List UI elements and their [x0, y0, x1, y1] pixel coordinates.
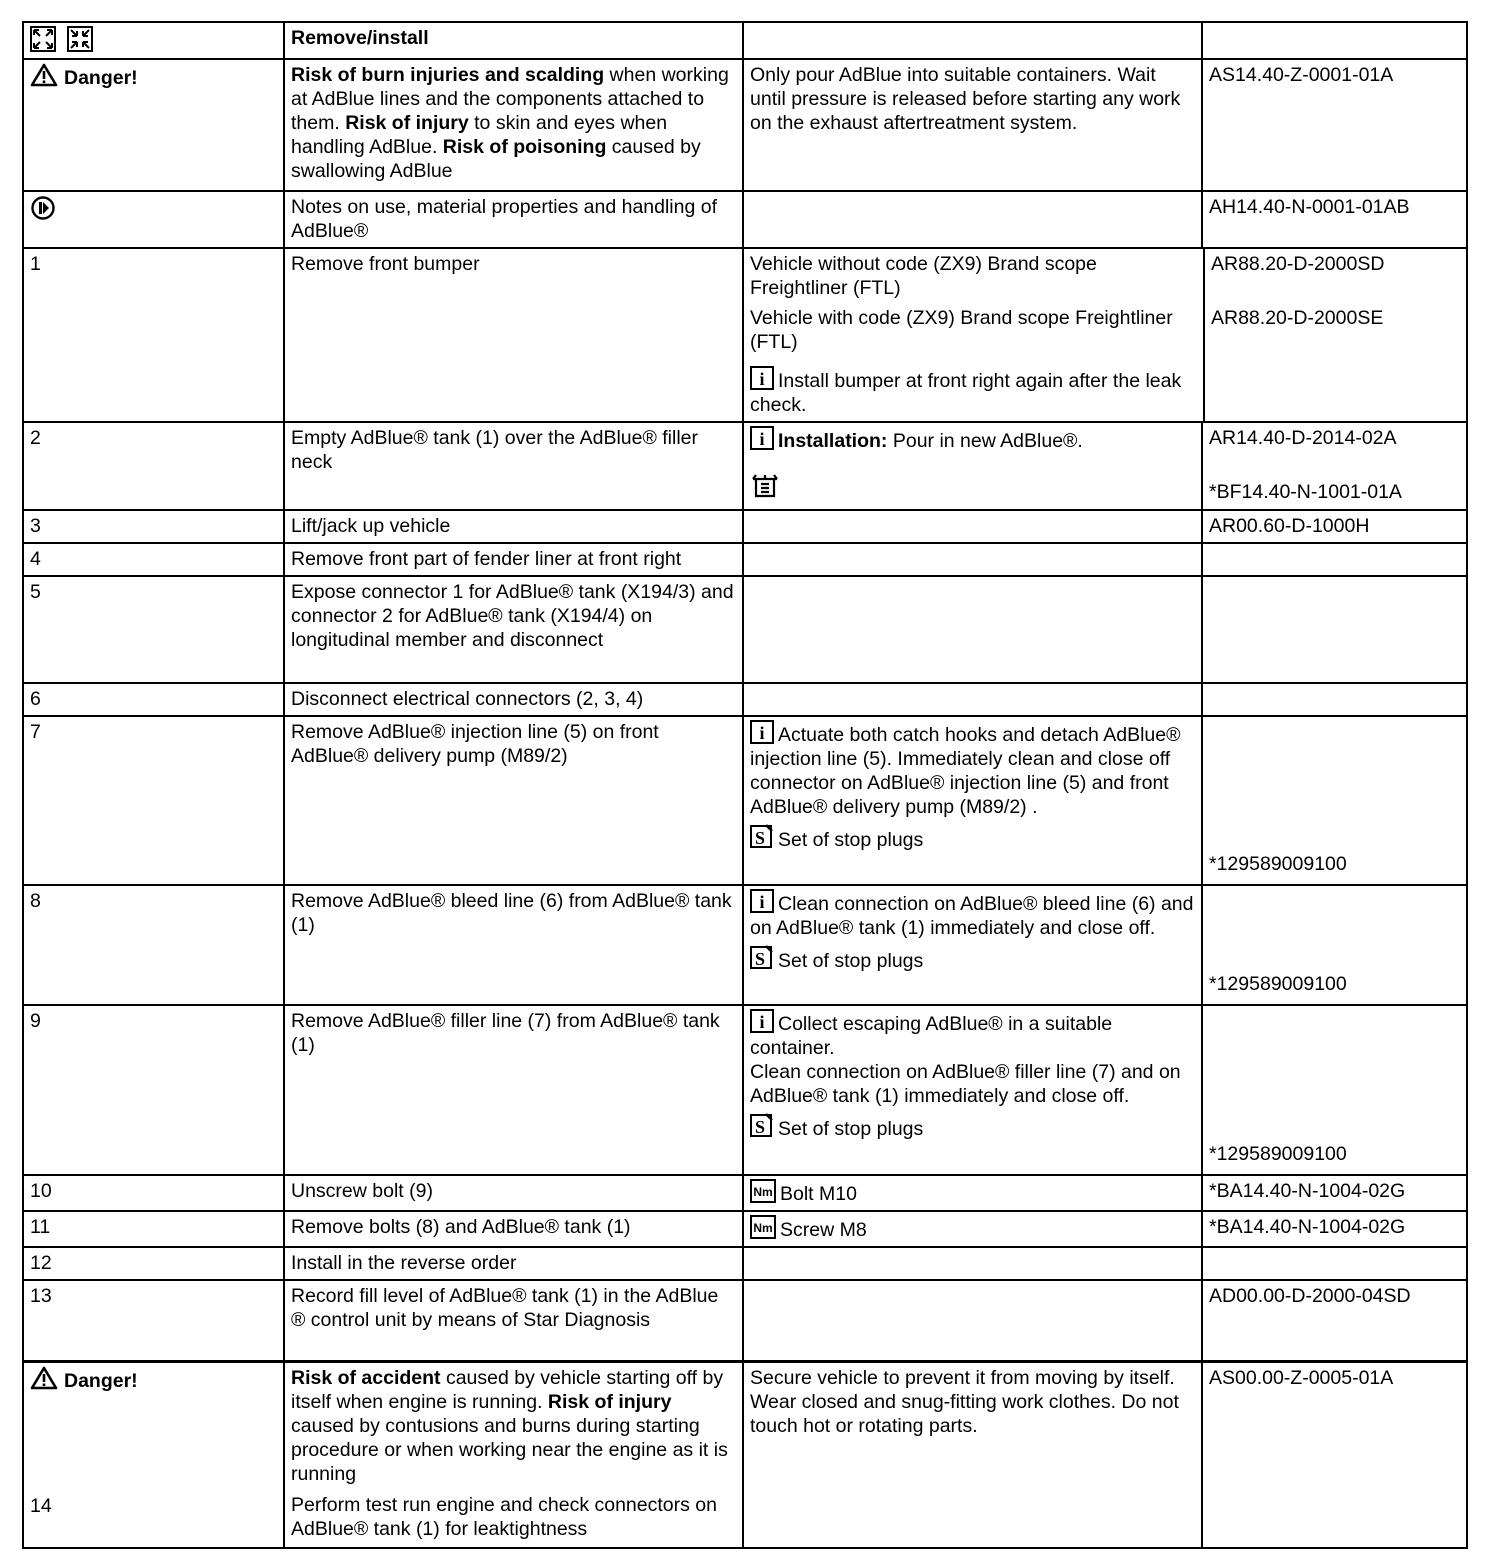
danger-row-2 [23, 1361, 1467, 1548]
step-number: 1 [23, 248, 284, 422]
info-icon [750, 889, 774, 913]
svg-text:S: S [754, 949, 766, 969]
step-number: 3 [23, 510, 284, 543]
danger-text: Risk of accident caused by vehicle starting off by itself when engine is running. Risk of injury caused by contusions and burns during starting procedure or when working near the engine as it is running [291, 1366, 728, 1485]
header-title: Remove/install [284, 22, 743, 59]
condition-text: Vehicle without code (ZX9) Brand scope Freightliner (FTL) [750, 253, 1097, 299]
special-tool: S Set of stop plugs [750, 944, 1196, 973]
doc-reference-link[interactable]: AR00.60-D-1000H [1202, 510, 1467, 543]
danger-instruction: Only pour AdBlue into suitable containers. Wait until pressure is released before starting any work on the exhaust aftertreatment system. [743, 59, 1202, 191]
doc-reference-link[interactable]: *BA14.40-N-1004-02G [1202, 1175, 1467, 1211]
svg-text:S: S [754, 1117, 766, 1137]
svg-text:i: i [759, 1012, 765, 1032]
step-text: Remove bolts (8) and AdBlue® tank (1) [284, 1211, 743, 1247]
info-icon [750, 1009, 774, 1033]
stop-plug-icon [750, 1112, 774, 1138]
svg-text:S: S [754, 828, 766, 848]
doc-reference-link[interactable]: AR88.20-D-2000SE [1211, 307, 1384, 329]
svg-text:Nm: Nm [753, 1221, 773, 1235]
doc-reference-link[interactable]: *BF14.40-N-1001-01A [1209, 481, 1402, 503]
collapse-icon[interactable] [67, 26, 93, 52]
procedure-table [22, 21, 1468, 1549]
special-tool: S Set of stop plugs [750, 1112, 1196, 1141]
info-note-continued: Clean connection on AdBlue® filler line (7) and on AdBlue® tank (1) immediately and close off. [750, 1061, 1181, 1107]
danger-instruction: Secure vehicle to prevent it from moving by itself. [750, 1366, 1175, 1389]
warning-triangle-icon [30, 63, 58, 87]
notes-text: Notes on use, material properties and handling of AdBlue® [284, 191, 743, 248]
step-text: Install in the reverse order [284, 1247, 743, 1280]
step-number: 6 [23, 683, 284, 716]
step-row-10: 10 Unscrew bolt (9) Nm Bolt M10 *BA14.40-N-1004-02G [23, 1175, 1467, 1211]
step-row-7 [23, 716, 1467, 885]
doc-reference-link[interactable]: AS00.00-Z-0005-01A [1202, 1361, 1467, 1548]
step-text: Remove AdBlue® bleed line (6) from AdBlue® tank (1) [284, 885, 743, 1005]
step-row-6 [23, 683, 1467, 716]
part-number-link[interactable]: *129589009100 [1202, 885, 1467, 1005]
doc-reference-link[interactable]: AS14.40-Z-0001-01A [1202, 59, 1467, 191]
condition-text: Vehicle with code (ZX9) Brand scope Freightliner (FTL) [750, 307, 1173, 353]
stop-plug-icon [750, 823, 774, 849]
doc-reference-link[interactable]: *BA14.40-N-1004-02G [1202, 1211, 1467, 1247]
part-number-link[interactable]: *129589009100 [1202, 1005, 1467, 1175]
part-number-link[interactable]: *129589009100 [1202, 716, 1467, 885]
danger-label-cell [30, 1366, 278, 1393]
doc-reference-link[interactable]: AD00.00-D-2000-04SD [1202, 1280, 1467, 1361]
danger-label: Danger! [64, 1369, 138, 1392]
step-number: 8 [23, 885, 284, 1005]
step-number: 4 [23, 543, 284, 576]
step-number: 2 [23, 422, 284, 510]
doc-reference-link[interactable]: AR14.40-D-2014-02A [1209, 427, 1397, 449]
step-row-5 [23, 576, 1467, 683]
info-note: i Actuate both catch hooks and detach AdBlue® injection line (5). Immediately clean and close off connector on AdBlue® injection line (5) and front AdBlue® delivery pump (M89/2) . [750, 720, 1196, 819]
step-text: Remove AdBlue® injection line (5) on front AdBlue® delivery pump (M89/2) [284, 716, 743, 885]
step-row-11: 11 Remove bolts (8) and AdBlue® tank (1) Nm Screw M8 *BA14.40-N-1004-02G [23, 1211, 1467, 1247]
svg-text:i: i [759, 369, 765, 389]
step-number: 7 [23, 716, 284, 885]
step-row-4 [23, 543, 1467, 576]
step-row-2 [23, 422, 1467, 510]
step-number: 10 [23, 1175, 284, 1211]
step-text: Disconnect electrical connectors (2, 3, 4) [284, 683, 743, 716]
tool-icon [750, 473, 780, 499]
step-text: Record fill level of AdBlue® tank (1) in the AdBlue ® control unit by means of Star Diagnosis [284, 1280, 743, 1361]
step-text: Remove front part of fender liner at front right [284, 543, 743, 576]
step-row-8 [23, 885, 1467, 1005]
step-number: 11 [23, 1211, 284, 1247]
step-text: Expose connector 1 for AdBlue® tank (X194/3) and connector 2 for AdBlue® tank (X194/4) on longitudinal member and disconnect [284, 576, 743, 683]
special-tool: S Set of stop plugs [750, 823, 1196, 852]
torque-nm-icon [750, 1179, 776, 1203]
info-icon [750, 366, 774, 390]
step-row-3 [23, 510, 1467, 543]
danger-text: Risk of burn injuries and scalding when working at AdBlue lines and the components attached to them. Risk of injury to skin and eyes when handling AdBlue. Risk of poisoning caused by swallowing AdBlue [284, 59, 743, 191]
svg-text:Nm: Nm [753, 1185, 773, 1199]
step-number: 13 [23, 1280, 284, 1361]
step-text: Unscrew bolt (9) [284, 1175, 743, 1211]
danger-instruction: Wear closed and snug-fitting work clothes. Do not touch hot or rotating parts. [750, 1390, 1179, 1437]
info-icon [750, 720, 774, 744]
torque-nm-icon [750, 1215, 776, 1239]
step-row-9 [23, 1005, 1467, 1175]
warning-triangle-icon [30, 1366, 58, 1390]
step-number: 5 [23, 576, 284, 683]
svg-text:i: i [759, 723, 765, 743]
step-text: Lift/jack up vehicle [284, 510, 743, 543]
step-row-1 [23, 248, 1467, 422]
danger-label-cell [23, 59, 284, 191]
header-row [23, 22, 1467, 59]
step-number: 14 [30, 1494, 52, 1517]
info-note: i Installation: Pour in new AdBlue®. [750, 426, 1196, 453]
info-note: i Install bumper at front right again after the leak check. [750, 366, 1198, 417]
header-icons-cell [23, 22, 284, 59]
step-text: Empty AdBlue® tank (1) over the AdBlue® filler neck [284, 422, 743, 510]
svg-text:i: i [759, 429, 765, 449]
step-number: 9 [23, 1005, 284, 1175]
danger-label: Danger! [64, 67, 138, 89]
step-text: Remove AdBlue® filler line (7) from AdBlue® tank (1) [284, 1005, 743, 1175]
step-text: Remove front bumper [284, 248, 743, 422]
stop-plug-icon [750, 944, 774, 970]
svg-text:i: i [759, 892, 765, 912]
danger-row-1 [23, 59, 1467, 191]
info-note: i Collect escaping AdBlue® in a suitable container. [750, 1009, 1196, 1060]
doc-reference-link[interactable]: AH14.40-N-0001-01AB [1202, 191, 1467, 248]
step-number: 12 [23, 1247, 284, 1280]
step-row-13 [23, 1280, 1467, 1361]
info-note: i Clean connection on AdBlue® bleed line (6) and on AdBlue® tank (1) immediately and close off. [750, 889, 1196, 940]
notes-icon [30, 195, 56, 221]
step-row-12 [23, 1247, 1467, 1280]
doc-reference-link[interactable]: AR88.20-D-2000SD [1211, 253, 1385, 275]
notes-row [23, 191, 1467, 248]
step-text: Perform test run engine and check connectors on AdBlue® tank (1) for leaktightness [291, 1493, 717, 1540]
expand-icon[interactable] [30, 26, 56, 52]
info-icon [750, 426, 774, 450]
